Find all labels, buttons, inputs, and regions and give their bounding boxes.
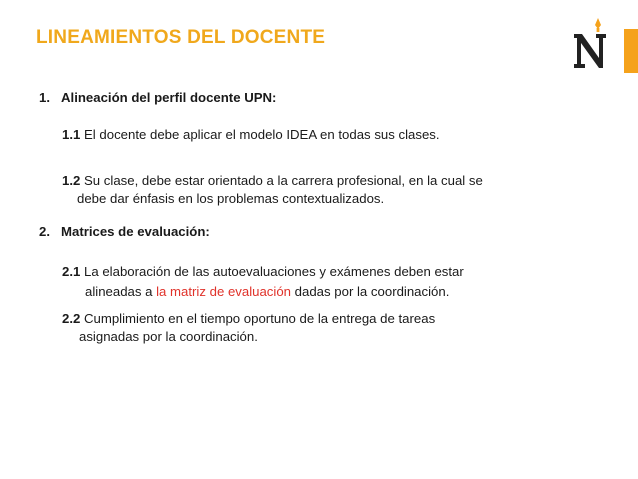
upn-n-logo-icon: [570, 16, 612, 70]
item-2-1: [62, 263, 464, 281]
accent-bar: [624, 29, 638, 73]
item-1-2: [62, 172, 483, 190]
item-2-2-continuation: asignadas por la coordinación.: [79, 329, 258, 344]
slide-title: LINEAMIENTOS DEL DOCENTE: [36, 27, 326, 48]
item-1-2-continuation: debe dar énfasis en los problemas contextualizados.: [77, 191, 385, 206]
item-number: 2.1: [62, 264, 81, 279]
item-2-1-continuation: alineadas a la matriz de evaluación dadas por la coordinación.: [85, 284, 450, 299]
item-text: El docente debe aplicar el modelo IDEA en todas sus clases.: [80, 127, 440, 142]
item-number: 2.2: [62, 311, 81, 326]
item-number: 1.1: [62, 127, 81, 142]
item-text: Cumplimiento en el tiempo oportuno de la entrega de tareas: [80, 311, 436, 326]
section-2-heading: 2. Matrices de evaluación:: [39, 224, 210, 239]
item-1-1: [62, 126, 440, 144]
item-number: 1.2: [62, 173, 81, 188]
item-2-2: [62, 310, 435, 328]
section-1-heading: 1. Alineación del perfil docente UPN:: [39, 90, 277, 105]
highlighted-phrase: la matriz de evaluación: [156, 284, 292, 299]
item-text: La elaboración de las autoevaluaciones y exámenes deben estar: [80, 264, 464, 279]
item-text: Su clase, debe estar orientado a la carrera profesional, en la cual se: [80, 173, 483, 188]
